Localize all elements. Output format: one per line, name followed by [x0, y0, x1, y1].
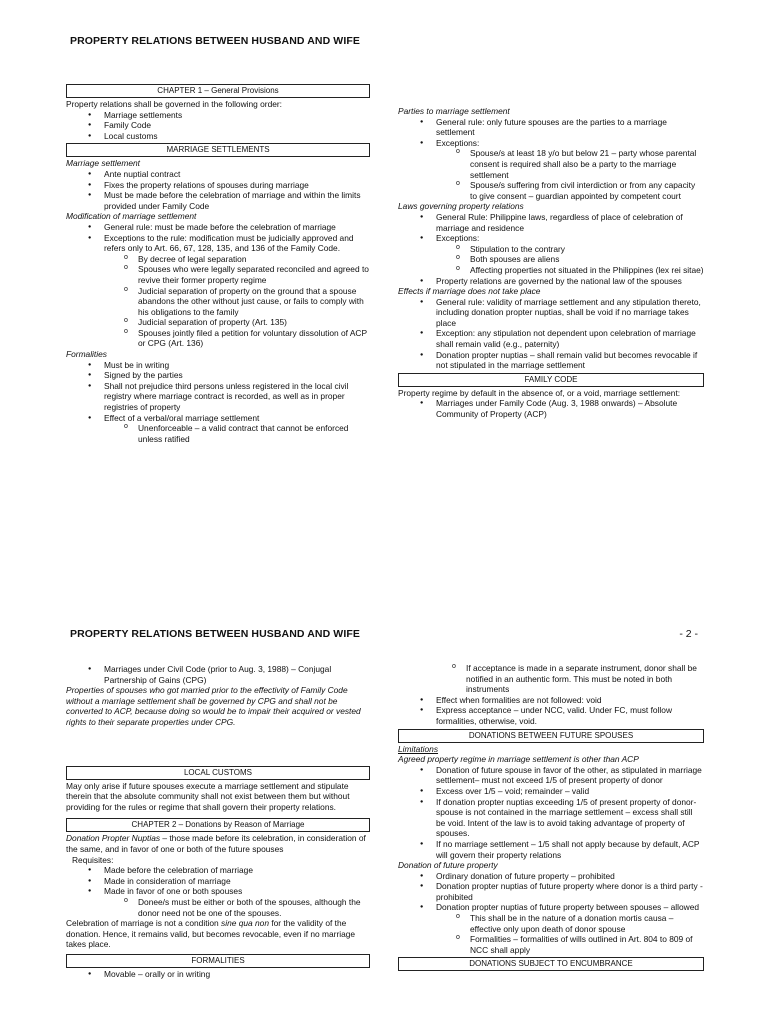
list-item: ● Fixes the property relations of spouses during marriage [66, 180, 370, 191]
list-item: ● Movable – orally or in writing [66, 969, 370, 980]
page2-right-column [398, 663, 704, 972]
formalities-list [66, 360, 370, 445]
list-item: ● General Rule: Philippine laws, regardless of place of celebration of marriage and residence [398, 212, 704, 233]
celeb-emphasis: sine qua non [221, 918, 269, 929]
subheading: Donation of future property [398, 860, 498, 871]
cc-list [66, 664, 370, 685]
list-item: ● Donation propter nuptias – shall remain valid but becomes revocable if not stipulated in the marriage settlement [398, 350, 704, 371]
subheading: Modification of marriage settlement [66, 211, 197, 222]
list-item: ● Made in consideration of marriage [66, 876, 370, 887]
req-sub-list [104, 897, 370, 918]
list-item: ● Ante nuptial contract [66, 169, 370, 180]
subheading: Parties to marriage settlement [398, 106, 510, 116]
mod-sub-list [104, 254, 370, 349]
celebration-note [66, 918, 370, 950]
list-item: ● Family Code [66, 120, 370, 131]
subheading: Formalities [66, 349, 107, 360]
fc-intro: Property regime by default in the absence of, or a void, marriage settlement: [398, 387, 681, 398]
list-item [66, 886, 370, 918]
requisites-list [66, 865, 370, 918]
fc-list [398, 398, 704, 419]
list-item [398, 663, 704, 695]
list-item: ● If no marriage settlement – 1/5 shall not apply because by default, ACP will govern their property relations [398, 839, 704, 860]
subheading: Marriage settlement [66, 158, 141, 169]
family-code-header: FAMILY CODE [398, 373, 704, 387]
list-item: o Both spouses are aliens [436, 254, 704, 265]
celeb-text-2: for the validity of the donation. Hence, it remains valid, but becomes revocable, even if no marriage takes place. [66, 918, 356, 950]
subheading: Agreed property regime in marriage settlement is other than ACP [398, 754, 639, 765]
list-item-text: Effect of a verbal/oral marriage settlement [104, 412, 260, 423]
list-item: ● Must be in writing [66, 360, 370, 371]
list-item: ● Shall not prejudice third persons unless registered in the local civil registry where marriage contract is recorded, as well as in proper registries of property [66, 381, 370, 413]
list-item: o Donee/s must be either or both of the spouses, although the donor need not be one of the spouses. [104, 897, 370, 918]
page-title-2: PROPERTY RELATIONS BETWEEN HUSBAND AND WIFE [70, 628, 360, 640]
future-list [398, 871, 704, 956]
laws-list [398, 212, 704, 286]
local-customs-header: LOCAL CUSTOMS [66, 766, 370, 780]
agreed-list [398, 765, 704, 860]
list-item: ● Donation propter nuptias of future property where donor is a third party - prohibited [398, 881, 704, 902]
list-item: o If acceptance is made in a separate instrument, donor shall be notified in an authentic form. This must be noted in both instruments [432, 663, 704, 695]
accept-sub-list [432, 663, 704, 695]
future-sub-list [436, 913, 704, 955]
requisites-label: Requisites: [72, 854, 114, 865]
list-item: o Judicial separation of property on the ground that a spouse abandons the other without just cause, or fails to comply with his obligations to the family [104, 286, 370, 318]
laws-sub-list [436, 244, 704, 276]
ms-list [66, 169, 370, 211]
list-item: ● Express acceptance – under NCC, valid. Under FC, must follow formalities, otherwise, void. [398, 705, 704, 726]
list-item: ● Signed by the parties [66, 370, 370, 381]
list-item: o This shall be in the nature of a donation mortis causa – effective only upon death of donor spouse [436, 913, 704, 934]
list-item: o Unenforceable – a valid contract that cannot be enforced unless ratified [104, 423, 370, 444]
page-title: PROPERTY RELATIONS BETWEEN HUSBAND AND WIFE [70, 35, 360, 47]
subheading: Effects if marriage does not take place [398, 286, 541, 297]
list-item [398, 233, 704, 275]
list-item: ● General rule: validity of marriage settlement and any stipulation thereto, including donation propter nuptias, shall be void if no marriage takes place [398, 297, 704, 329]
effect-list [398, 695, 704, 727]
list-item: ● Property relations are governed by the national law of the spouses [398, 276, 704, 287]
list-item: ● If donation propter nuptias exceeding 1/5 of present property of donor-spouse is not contained in the marriage settlement – excess shall still be void. Intent of the law is to avoid taking advantage of property of spouses. [398, 797, 704, 839]
list-item: o By decree of legal separation [104, 254, 370, 265]
list-item: o Stipulation to the contrary [436, 244, 704, 255]
list-item-text: Donation propter nuptias of future property between spouses – allowed [436, 902, 700, 913]
list-item-text: Exceptions: [436, 137, 480, 148]
list-item [66, 413, 370, 445]
donations-between-header: DONATIONS BETWEEN FUTURE SPOUSES [398, 729, 704, 743]
cc-note: Properties of spouses who got married prior to the effectivity of Family Code without a marriage settlement shall be governed by CPG and shall not be converted to ACP, because doing so would be to impair their acquired or vested rights to their separate properties under CPG. [66, 685, 361, 727]
chapter1-header: CHAPTER 1 – General Provisions [66, 84, 370, 98]
dpn-def-text: – those made before its celebration, in consideration of the same, and in favor of one or both of the future spouses [66, 833, 366, 854]
list-item [398, 902, 704, 955]
list-item: o Spouse/s suffering from civil interdiction or from any capacity to give consent – guardian appointed by competent court [436, 180, 704, 201]
mod-list [66, 222, 370, 349]
limitations-label [398, 744, 704, 755]
celeb-text: Celebration of marriage is not a condition [66, 918, 222, 929]
list-item: ● Made before the celebration of marriage [66, 865, 370, 876]
list-item: ● General rule: must be made before the celebration of marriage [66, 222, 370, 233]
list-item: o Spouse/s at least 18 y/o but below 21 – party whose parental consent is required shall also be a party to the marriage settlement [436, 148, 704, 180]
list-item [66, 233, 370, 350]
list-item: ● Marriages under Family Code (Aug. 3, 1988 onwards) – Absolute Community of Property (ACP) [398, 398, 704, 419]
page-number: - 2 - [679, 628, 698, 640]
page1-left-column [66, 82, 370, 444]
dpn-term: Donation Propter Nuptias [66, 833, 161, 844]
subheading: Laws governing property relations [398, 201, 524, 212]
movable-list [66, 969, 370, 980]
dpn-definition [66, 833, 370, 854]
encumbrance-header: DONATIONS SUBJECT TO ENCUMBRANCE [398, 957, 704, 971]
page2-left-column [66, 664, 370, 979]
list-item-text: Exceptions to the rule: modification must be judicially approved and refers only to Art. 66, 67, 128, 135, and 136 of the Family Code. [104, 232, 354, 254]
list-item: o Spouses who were legally separated reconciled and agreed to revive their former property regime [104, 264, 370, 285]
list-item: ● Marriage settlements [66, 110, 370, 121]
list-item: ● Donation of future spouse in favor of the other, as stipulated in marriage settlement– must not exceed 1/5 of present property of donor [398, 765, 704, 786]
list-item: ● Local customs [66, 131, 370, 142]
marriage-settlements-header: MARRIAGE SETTLEMENTS [66, 143, 370, 157]
list-item: ● Marriages under Civil Code (prior to Aug. 3, 1988) – Conjugal Partnership of Gains (CPG) [66, 664, 370, 685]
list-item: ● General rule: only future spouses are the parties to a marriage settlement [398, 117, 704, 138]
list-item-text: Exceptions: [436, 233, 480, 244]
effects-list [398, 297, 704, 371]
list-item: ● Excess over 1/5 – void; remainder – valid [398, 786, 704, 797]
list-item: ● Effect when formalities are not followed: void [398, 695, 704, 706]
page1-right-column [398, 106, 704, 420]
parties-list [398, 117, 704, 202]
list-item: o Judicial separation of property (Art. 135) [104, 317, 370, 328]
lc-text: May only arise if future spouses execute a marriage settlement and stipulate therein that the absolute community shall not exist between them but without providing for the rules or regime that shall govern their property relations. [66, 780, 350, 812]
list-item: ● Must be made before the celebration of marriage and within the limits provided under Family Code [66, 190, 370, 211]
order-intro: Property relations shall be governed in the following order: [66, 99, 283, 109]
limitations-text: Limitations [398, 743, 439, 754]
list-item-text: Made in favor of one or both spouses [104, 886, 243, 897]
list-item: o Affecting properties not situated in the Philippines (lex rei sitae) [436, 265, 704, 276]
list-item: ● Ordinary donation of future property – prohibited [398, 871, 704, 882]
form-sub-list [104, 423, 370, 444]
chapter2-header: CHAPTER 2 – Donations by Reason of Marriage [66, 818, 370, 832]
list-item: ● Exception: any stipulation not dependent upon celebration of marriage shall remain valid (e.g., paternity) [398, 328, 704, 349]
accept-list [398, 663, 704, 695]
list-item: o Formalities – formalities of wills outlined in Art. 804 to 809 of NCC shall apply [436, 934, 704, 955]
parties-sub-list [436, 148, 704, 201]
list-item [398, 138, 704, 202]
list-item: o Spouses jointly filed a petition for voluntary dissolution of ACP or CPG (Art. 136) [104, 328, 370, 349]
order-list [66, 110, 370, 142]
formalities-header: FORMALITIES [66, 954, 370, 968]
